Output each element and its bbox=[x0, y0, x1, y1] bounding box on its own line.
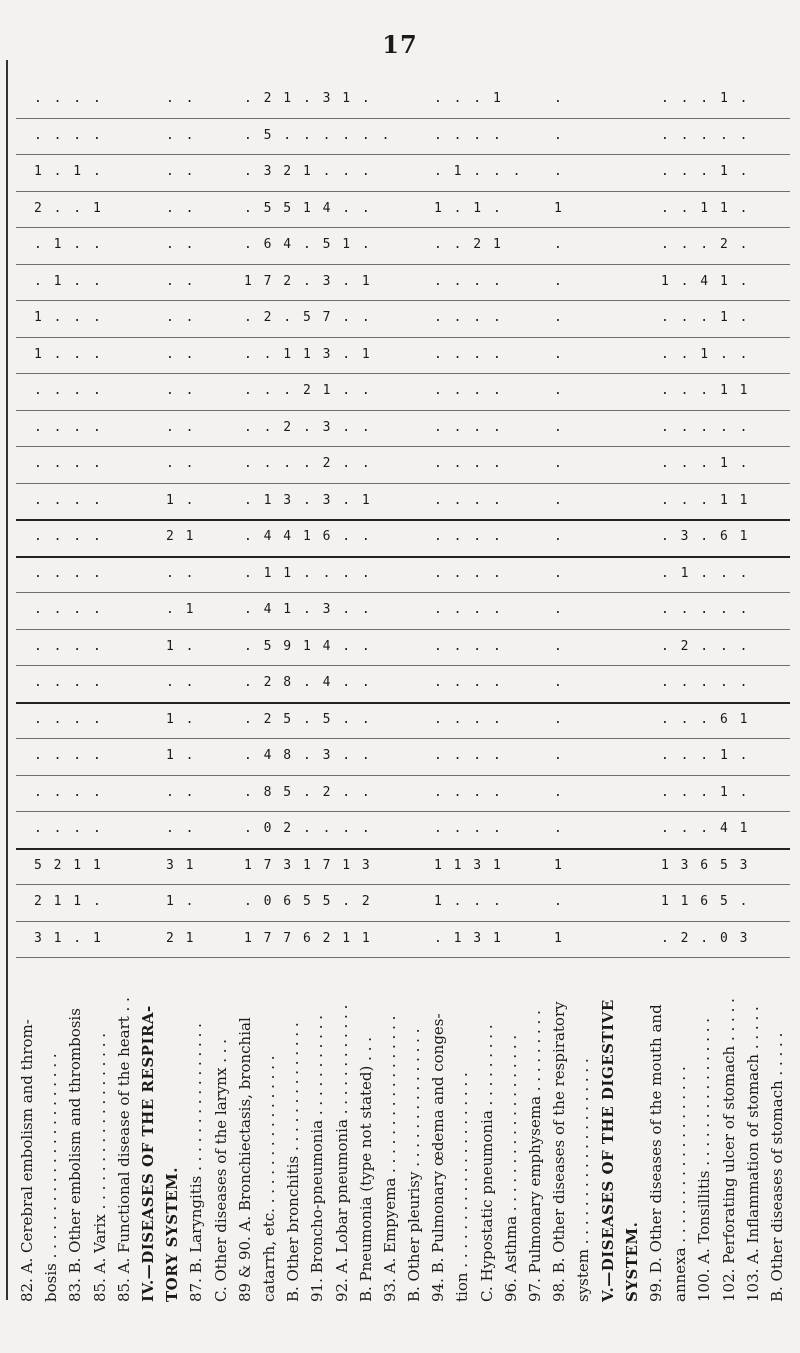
row-label-text: 92. A. Lobar pneumonia . . . . . . . . . . . . bbox=[332, 1004, 351, 1302]
table-cell: . . . . bbox=[434, 310, 503, 326]
table-cell: . . bbox=[166, 200, 196, 216]
table-row bbox=[16, 338, 790, 375]
table-cell: . . . 1 . bbox=[661, 310, 750, 326]
table-cell: . . . 1 1 bbox=[661, 492, 750, 508]
table-cell: . bbox=[554, 419, 564, 435]
row-label bbox=[477, 962, 502, 1302]
row-label-text: 94. B. Pulmonary œdema and conges- bbox=[429, 1013, 448, 1302]
row-label-text: 85. A. Functional disease of the heart . . bbox=[114, 997, 133, 1302]
table-cell: 2 1 bbox=[166, 529, 196, 545]
table-cell: 3 1 bbox=[166, 857, 196, 873]
row-label bbox=[68, 962, 90, 1302]
row-label bbox=[576, 962, 598, 1302]
table-cell: 1 3 6 5 3 bbox=[661, 857, 750, 873]
section-heading-text: IV.—DISEASES OF THE RESPIRA- bbox=[139, 1005, 158, 1302]
row-label bbox=[44, 962, 66, 1302]
row-label bbox=[455, 962, 477, 1302]
table-cell: . . . . bbox=[434, 675, 503, 691]
table-cell: . . bbox=[166, 565, 196, 581]
row-label-text: 98. B. Other diseases of the respiratory bbox=[550, 1001, 569, 1302]
table-row bbox=[16, 812, 790, 849]
table-cell: 1 . 1 . bbox=[434, 200, 503, 216]
table-cell: . . . . bbox=[34, 675, 103, 691]
row-label bbox=[528, 962, 550, 1302]
row-label bbox=[310, 962, 332, 1302]
table-cell: . . . 4 1 bbox=[661, 821, 750, 837]
table-cell: 2 1 1 . bbox=[34, 894, 103, 910]
row-label bbox=[552, 962, 574, 1302]
row-label bbox=[286, 962, 308, 1302]
table-cell: . 2 . . . bbox=[661, 638, 750, 654]
table-cell: . . . . bbox=[34, 748, 103, 764]
table-cell: . 4 8 . 3 . . bbox=[244, 748, 372, 764]
row-label bbox=[356, 962, 381, 1302]
row-label-text: catarrh, etc. . . . . . . . . . . . . . . . . bbox=[259, 1055, 278, 1302]
table-cell: . bbox=[554, 894, 564, 910]
row-label bbox=[697, 962, 719, 1302]
table-cell: 1 7 7 6 2 1 1 bbox=[244, 930, 372, 946]
row-label-text: B. Other bronchitis . . . . . . . . . . . . . . bbox=[284, 1022, 303, 1302]
row-label bbox=[673, 962, 695, 1302]
table-cell: 5 2 1 1 bbox=[34, 857, 103, 873]
table-cell: . . 2 . 3 . . bbox=[244, 419, 372, 435]
table-cell: . . . 2 1 . . bbox=[244, 383, 372, 399]
table-cell: . bbox=[554, 91, 564, 107]
table-cell: . 0 2 . . . . bbox=[244, 821, 372, 837]
table-cell: . . . 1 . bbox=[661, 91, 750, 107]
row-label-text: C. Other diseases of the larynx . . . bbox=[211, 1038, 230, 1302]
table-cell: . . . 6 1 bbox=[661, 711, 750, 727]
table-cell: . . 1 . . bbox=[661, 346, 750, 362]
table-cell: . . . 1 . bbox=[661, 456, 750, 472]
table-cell: . . . . 2 . . bbox=[244, 456, 372, 472]
table-cell: . 2 8 . 4 . . bbox=[244, 675, 372, 691]
table-cell: . . . 2 . bbox=[661, 237, 750, 253]
table-row bbox=[16, 593, 790, 630]
row-label-text: 102. Perforating ulcer of stomach . . . . . bbox=[719, 998, 738, 1302]
table-cell: . . . 1 . bbox=[661, 748, 750, 764]
table-cell: . bbox=[554, 529, 564, 545]
table-row bbox=[16, 557, 790, 594]
row-label-text: 93. A. Empyema . . . . . . . . . . . . . . . . . bbox=[380, 1015, 399, 1302]
table-row bbox=[16, 776, 790, 813]
table-row bbox=[16, 630, 790, 667]
row-label-text: 85. A. Varix . . . . . . . . . . . . . . . . . . . bbox=[90, 1032, 109, 1302]
table-cell: . . . . bbox=[34, 383, 103, 399]
table-cell: . . bbox=[166, 346, 196, 362]
section-heading bbox=[141, 962, 163, 1302]
table-row bbox=[16, 301, 790, 338]
table-cell: . . . . bbox=[34, 492, 103, 508]
table-cell: . . . . bbox=[434, 419, 503, 435]
table-cell: . bbox=[554, 675, 564, 691]
row-label-text: C. Hypostatic pneumonia . . . . . . . . . bbox=[477, 1024, 496, 1302]
section-heading bbox=[598, 962, 623, 1302]
table-cell: . bbox=[554, 821, 564, 837]
table-cell: . bbox=[554, 383, 564, 399]
table-cell: . . . . bbox=[434, 529, 503, 545]
table-cell: . 1 . . bbox=[34, 273, 103, 289]
table-cell: . 5 . . . . . . bbox=[244, 127, 392, 143]
table-cell: . . . . bbox=[434, 492, 503, 508]
table-row bbox=[16, 411, 790, 448]
table-cell: . . 1 1 3 . 1 bbox=[244, 346, 372, 362]
table-row bbox=[16, 703, 790, 740]
table-cell: . . . . bbox=[34, 784, 103, 800]
table-cell: . bbox=[554, 638, 564, 654]
table-cell: . . . . bbox=[434, 784, 503, 800]
table-row bbox=[16, 739, 790, 776]
table-cell: 1 1 6 5 . bbox=[661, 894, 750, 910]
table-cell: . bbox=[554, 346, 564, 362]
table-row bbox=[16, 447, 790, 484]
row-label bbox=[646, 962, 671, 1302]
table-cell: . 1 . . bbox=[34, 237, 103, 253]
table-row bbox=[16, 82, 790, 119]
table-cell: . 5 5 1 4 . . bbox=[244, 200, 372, 216]
row-label bbox=[235, 962, 260, 1302]
row-label-text: 91. Broncho-pneumonia . . . . . . . . . . . bbox=[308, 1014, 327, 1302]
table-cell: . . . . bbox=[434, 273, 503, 289]
section-heading-text: TORY SYSTEM. bbox=[163, 1167, 182, 1302]
table-cell: . 1 . . . bbox=[434, 164, 523, 180]
row-label-text: system . . . . . . . . . . . . . . . . . . . . bbox=[574, 1058, 593, 1302]
table-cell: . . bbox=[166, 237, 196, 253]
table-cell: . . . . bbox=[34, 602, 103, 618]
table-cell: . . bbox=[166, 419, 196, 435]
table-cell: 1 . 1 . bbox=[34, 164, 103, 180]
table-cell: . bbox=[554, 164, 564, 180]
table-cell: . . . . bbox=[34, 821, 103, 837]
row-label-text: 103. A. Inflammation of stomach . . . . . bbox=[743, 1006, 762, 1302]
table-cell: . 2 1 . 3 1 . bbox=[244, 91, 372, 107]
table-cell: . . . . bbox=[434, 602, 503, 618]
table-cell: . . . . bbox=[434, 127, 503, 143]
table-cell: . . . . . bbox=[661, 127, 750, 143]
table-cell: 1 . bbox=[166, 748, 196, 764]
row-label-text: 83. B. Other embolism and thrombosis bbox=[66, 1008, 85, 1302]
table-cell: . . . . bbox=[34, 565, 103, 581]
table-cell: 1 bbox=[554, 857, 564, 873]
table-cell: . 3 . 6 1 bbox=[661, 529, 750, 545]
table-row bbox=[16, 265, 790, 302]
row-label bbox=[743, 962, 768, 1302]
table-cell: 1 7 3 1 7 1 3 bbox=[244, 857, 372, 873]
section-heading bbox=[622, 962, 647, 1302]
table-cell: . . . 1 bbox=[434, 91, 503, 107]
table-cell: . . bbox=[166, 310, 196, 326]
row-label bbox=[20, 962, 42, 1302]
table-cell: . 1 3 1 bbox=[434, 930, 503, 946]
table-cell: . bbox=[554, 273, 564, 289]
table-cell: . . . 1 1 bbox=[661, 383, 750, 399]
table-cell: 1 . 4 1 . bbox=[661, 273, 750, 289]
table-cell: . . . . bbox=[34, 456, 103, 472]
row-label bbox=[380, 962, 405, 1302]
table-cell: . . . . bbox=[34, 711, 103, 727]
row-label bbox=[501, 962, 526, 1302]
row-label-text: B. Pneumonia (type not stated) . . . bbox=[356, 1037, 375, 1302]
table-cell: . . . . bbox=[434, 711, 503, 727]
row-label bbox=[332, 962, 357, 1302]
row-label-text: 99. D. Other diseases of the mouth and bbox=[646, 1004, 665, 1302]
table-cell: . 3 2 1 . . . bbox=[244, 164, 372, 180]
table-cell: 1 . . . bbox=[434, 894, 503, 910]
table-cell: 1 . bbox=[166, 492, 196, 508]
table-data-rows bbox=[16, 82, 790, 958]
table-cell: . . bbox=[166, 383, 196, 399]
table-cell: . . 2 1 bbox=[434, 237, 503, 253]
table-cell: . . . . . bbox=[661, 602, 750, 618]
table-cell: . . . . bbox=[434, 565, 503, 581]
page-number: 17 bbox=[382, 30, 418, 59]
row-label bbox=[407, 962, 429, 1302]
table-cell: . bbox=[554, 492, 564, 508]
row-label-text: 89 & 90. A. Bronchiectasis, bronchial bbox=[235, 1017, 254, 1302]
row-label-text: 100. A. Tonsillitis . . . . . . . . . . . . . . . . bbox=[695, 1017, 714, 1302]
table-cell: . . bbox=[166, 273, 196, 289]
table-cell: . . . . bbox=[434, 748, 503, 764]
table-cell: . bbox=[554, 711, 564, 727]
table-cell: . . . . bbox=[434, 383, 503, 399]
row-label-text: 96. Asthma . . . . . . . . . . . . . . . . . . . bbox=[501, 1034, 520, 1302]
table-cell: . bbox=[554, 456, 564, 472]
table-row bbox=[16, 849, 790, 886]
left-margin-rule bbox=[6, 60, 8, 1300]
table-cell: . . . . bbox=[434, 821, 503, 837]
row-label bbox=[767, 962, 792, 1302]
table-cell: 1 bbox=[554, 200, 564, 216]
table-cell: 1 1 3 1 bbox=[434, 857, 503, 873]
row-label-text: tion . . . . . . . . . . . . . . . . . . . . . bbox=[453, 1072, 472, 1302]
row-label-text: B. Other diseases of stomach . . . . . bbox=[767, 1032, 786, 1302]
table-cell: . . . . bbox=[34, 638, 103, 654]
table-cell: . . . 1 . bbox=[661, 784, 750, 800]
table-row bbox=[16, 922, 790, 959]
row-label-text: bosis . . . . . . . . . . . . . . . . . . . . . . bbox=[42, 1053, 61, 1302]
table-cell: . 2 . 0 3 bbox=[661, 930, 750, 946]
row-divider bbox=[16, 957, 790, 958]
table-row bbox=[16, 374, 790, 411]
table-cell: 1 . . . bbox=[34, 346, 103, 362]
row-label bbox=[719, 962, 744, 1302]
table-cell: 3 1 . 1 bbox=[34, 930, 103, 946]
row-label-text: 82. A. Cerebral embolism and throm- bbox=[18, 1019, 37, 1302]
table-cell: . . . . bbox=[34, 91, 103, 107]
table-cell: . 1 1 . . . . bbox=[244, 565, 372, 581]
table-row bbox=[16, 119, 790, 156]
table-cell: . . bbox=[166, 91, 196, 107]
table-cell: . . bbox=[166, 675, 196, 691]
table-cell: . . . . bbox=[434, 638, 503, 654]
table-cell: . 2 5 . 5 . . bbox=[244, 711, 372, 727]
section-heading-text: V.—DISEASES OF THE DIGESTIVE bbox=[598, 999, 617, 1302]
table-cell: . bbox=[554, 127, 564, 143]
table-cell: . bbox=[554, 565, 564, 581]
table-cell: . . . . bbox=[434, 456, 503, 472]
table-cell: 1 . . . bbox=[34, 310, 103, 326]
section-heading bbox=[165, 962, 187, 1302]
row-label bbox=[90, 962, 115, 1302]
table-cell: . . . . bbox=[434, 346, 503, 362]
table-cell: . 6 4 . 5 1 . bbox=[244, 237, 372, 253]
table-cell: . 5 9 1 4 . . bbox=[244, 638, 372, 654]
table-cell: . . bbox=[166, 821, 196, 837]
table-cell: . 8 5 . 2 . . bbox=[244, 784, 372, 800]
row-label bbox=[259, 962, 284, 1302]
table-cell: . 1 . . . bbox=[661, 565, 750, 581]
table-cell: . . bbox=[166, 456, 196, 472]
section-heading-text: SYSTEM. bbox=[622, 1221, 641, 1302]
table-cell: . . 1 1 . bbox=[661, 200, 750, 216]
row-label bbox=[114, 962, 139, 1302]
table-cell: . bbox=[554, 310, 564, 326]
table-cell: . . . . . bbox=[661, 419, 750, 435]
row-label bbox=[431, 962, 453, 1302]
table-cell: 1 bbox=[554, 930, 564, 946]
table-cell: 1 . bbox=[166, 638, 196, 654]
row-label bbox=[211, 962, 236, 1302]
table-row bbox=[16, 192, 790, 229]
row-label-text: 97. Pulmonary emphysema . . . . . . . . . bbox=[526, 1010, 545, 1302]
table-cell: . bbox=[554, 237, 564, 253]
table-cell: 1 . bbox=[166, 894, 196, 910]
table-cell: . . . . . bbox=[661, 675, 750, 691]
table-cell: . . . . bbox=[34, 529, 103, 545]
table-cell: . 2 . 5 7 . . bbox=[244, 310, 372, 326]
table-cell: . . . . bbox=[34, 419, 103, 435]
row-label-text: annexa . . . . . . . . . . . . . . . . . . . bbox=[671, 1066, 690, 1302]
table-cell: . . bbox=[166, 164, 196, 180]
table-cell: . bbox=[554, 748, 564, 764]
table-cell: . . bbox=[166, 784, 196, 800]
table-cell: . 4 4 1 6 . . bbox=[244, 529, 372, 545]
table-row bbox=[16, 228, 790, 265]
table-row bbox=[16, 520, 790, 557]
table-cell: . bbox=[554, 602, 564, 618]
row-label-text: 87. B. Laryngitis . . . . . . . . . . . . . . . . bbox=[187, 1023, 206, 1302]
table-cell: . 1 3 . 3 . 1 bbox=[244, 492, 372, 508]
table-row bbox=[16, 885, 790, 922]
table-cell: 2 1 bbox=[166, 930, 196, 946]
table-cell: . . . . bbox=[34, 127, 103, 143]
mortality-table bbox=[16, 82, 790, 1304]
table-cell: . . . 1 . bbox=[661, 164, 750, 180]
row-label bbox=[189, 962, 211, 1302]
table-row bbox=[16, 155, 790, 192]
table-row bbox=[16, 666, 790, 703]
table-cell: . . bbox=[166, 127, 196, 143]
table-row-labels bbox=[16, 962, 790, 1302]
table-cell: . 0 6 5 5 . 2 bbox=[244, 894, 372, 910]
table-row bbox=[16, 484, 790, 521]
table-cell: . bbox=[554, 784, 564, 800]
table-cell: . 1 bbox=[166, 602, 196, 618]
table-cell: . 4 1 . 3 . . bbox=[244, 602, 372, 618]
row-label-text: B. Other pleurisy . . . . . . . . . . . . . . . bbox=[405, 1028, 424, 1302]
table-cell: 1 . bbox=[166, 711, 196, 727]
table-cell: 2 . . 1 bbox=[34, 200, 103, 216]
table-cell: 1 7 2 . 3 . 1 bbox=[244, 273, 372, 289]
